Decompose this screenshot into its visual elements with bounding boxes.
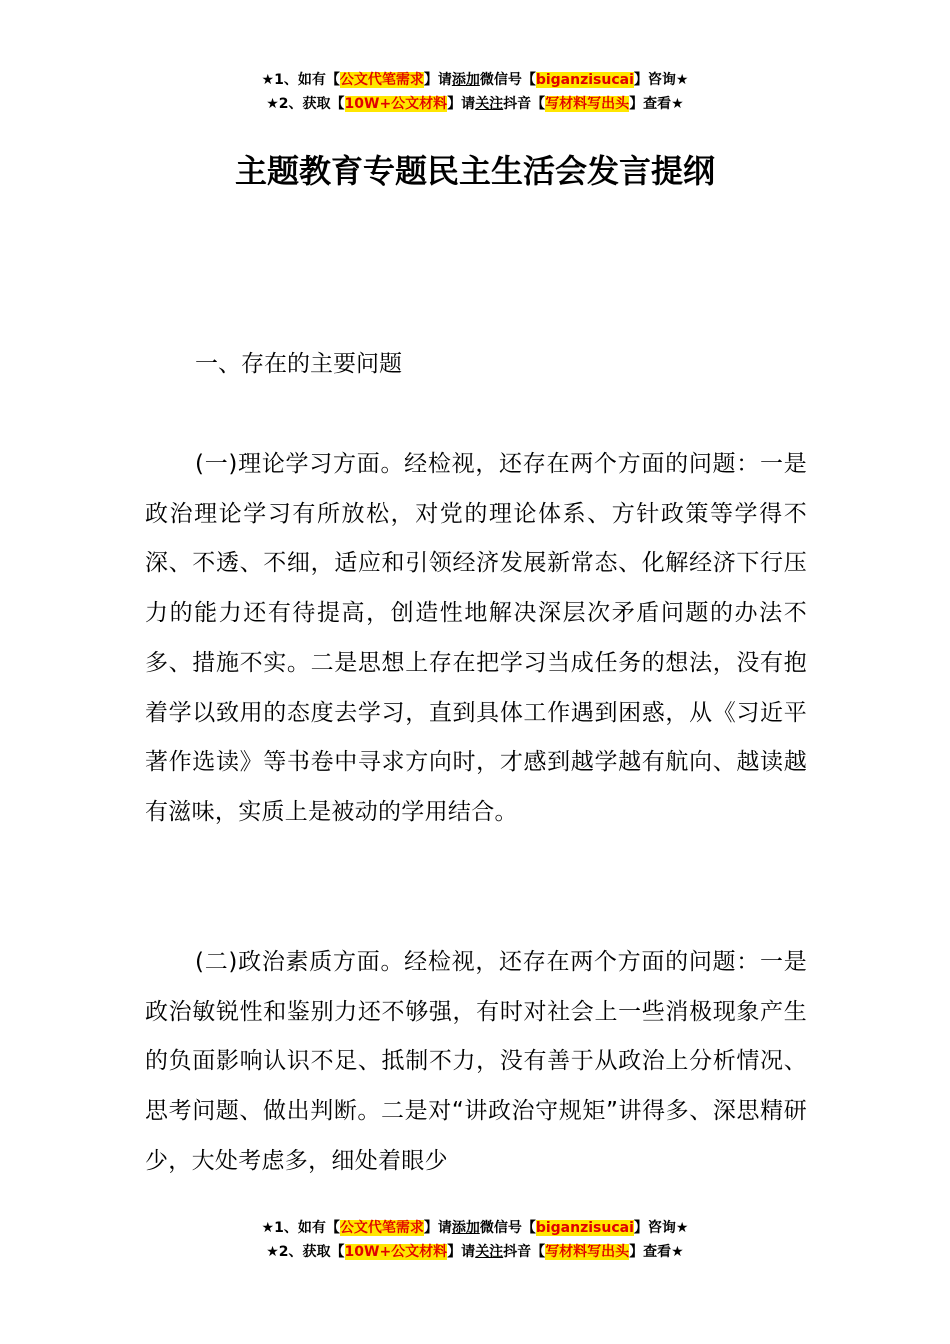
header-banner [0,68,950,116]
highlight-materials: 10W+公文材料 [344,96,448,112]
banner-line-1: ★1、如有【公文代笔需求】请添加微信号【biganzisucai】咨询★ [261,1220,689,1236]
banner-line-1: ★1、如有【公文代笔需求】请添加微信号【biganzisucai】咨询★ [261,72,689,88]
document-title: 主题教育专题民主生活会发言提纲 [234,152,715,190]
highlight-service: 公文代笔需求 [339,1220,424,1236]
highlight-wechat-id: biganzisucai [535,72,634,88]
highlight-douyin-account: 写材料写出头 [545,1244,630,1260]
banner-line-2: ★2、获取【10W+公文材料】请关注抖音【写材料写出头】查看★ [266,96,684,112]
banner-line-2: ★2、获取【10W+公文材料】请关注抖音【写材料写出头】查看★ [266,1244,684,1260]
paragraph-political-quality: (二)政治素质方面。经检视，还存在两个方面的问题：一是政治敏锐性和鉴别力还不够强，有时对社会上一些消极现象产生的负面影响认识不足、抵制不力，没有善于从政治上分析情况、思考问题、做出判断。二是对“讲政治守规矩”讲得多、深思精研少，大处考虑多，细处着眼少 [145,949,807,1174]
paragraph-theory-study: (一)理论学习方面。经检视，还存在两个方面的问题：一是政治理论学习有所放松，对党的理论体系、方针政策等学得不深、不透、不细，适应和引领经济发展新常态、化解经济下行压力的能力还有待提高，创造性地解决深层次矛盾问题的办法不多、措施不实。二是思想上存在把学习当成任务的想法，没有抱着学以致用的态度去学习，直到具体工作遇到困惑，从《习近平著作选读》等书卷中寻求方向时，才感到越学越有航向、越读越有滋味，实质上是被动的学用结合。 [145,451,807,825]
highlight-materials: 10W+公文材料 [344,1244,448,1260]
highlight-wechat-id: biganzisucai [535,1220,634,1236]
section-heading: 一、存在的主要问题 [195,351,402,377]
highlight-douyin-account: 写材料写出头 [545,96,630,112]
footer-banner [0,1216,950,1264]
highlight-service: 公文代笔需求 [339,72,424,88]
